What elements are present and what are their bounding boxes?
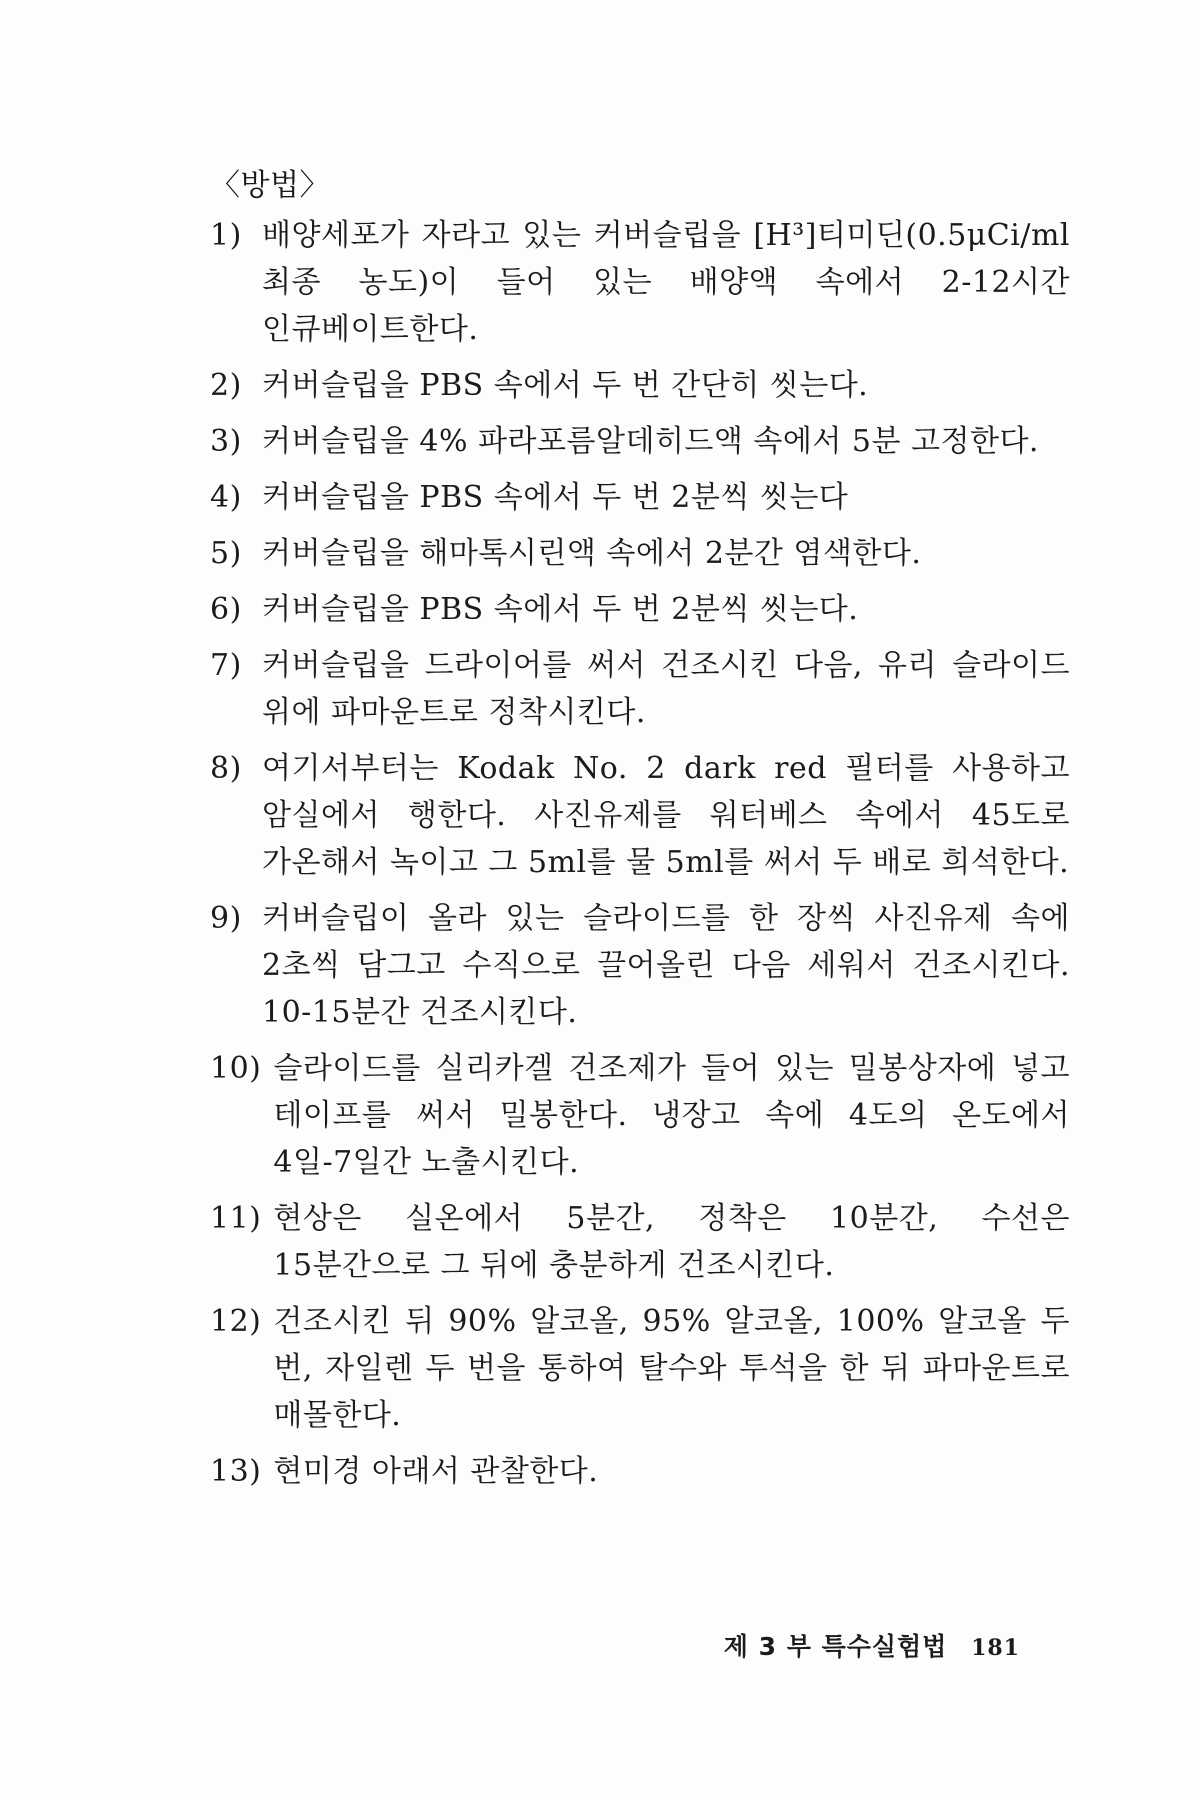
step-number: 3)	[210, 424, 242, 459]
method-step	[210, 362, 1070, 409]
method-step	[210, 895, 1070, 1036]
step-number: 13)	[210, 1454, 262, 1489]
step-text: 커버슬립을 드라이어를 써서 건조시킨 다음, 유리 슬라이드 위에 파마운트로 정착시킨다.	[262, 648, 1070, 730]
step-text: 커버슬립이 올라 있는 슬라이드를 한 장씩 사진유제 속에 2초씩 담그고 수직으로 끌어올린 다음 세워서 건조시킨다. 10-15분간 건조시킨다.	[262, 901, 1070, 1030]
method-step	[210, 586, 1070, 633]
step-text: 커버슬립을 PBS 속에서 두 번 간단히 씻는다.	[262, 368, 869, 403]
step-text: 건조시킨 뒤 90% 알코올, 95% 알코올, 100% 알코올 두 번, 자일렌 두 번을 통하여 탈수와 투석을 한 뒤 파마운트로 매몰한다.	[273, 1304, 1070, 1433]
steps-list	[210, 212, 1070, 1495]
method-step	[210, 212, 1070, 353]
step-number: 8)	[210, 751, 242, 786]
method-step	[210, 474, 1070, 521]
method-step	[210, 642, 1070, 736]
step-number: 7)	[210, 648, 242, 683]
page-footer	[724, 1627, 1020, 1663]
method-section	[210, 162, 1070, 1504]
step-number: 1)	[210, 218, 242, 253]
step-number: 4)	[210, 480, 242, 515]
section-heading: 〈방법〉	[210, 168, 330, 203]
footer-part-label: 제 3 부	[723, 1632, 812, 1661]
method-step	[210, 745, 1070, 886]
step-text: 슬라이드를 실리카겔 건조제가 들어 있는 밀봉상자에 넣고 테이프를 써서 밀봉한다. 냉장고 속에 4도의 온도에서 4일-7일간 노출시킨다.	[273, 1051, 1070, 1180]
step-text: 커버슬립을 해마톡시린액 속에서 2분간 염색한다.	[262, 536, 922, 571]
method-step	[210, 1045, 1070, 1186]
method-step	[210, 418, 1070, 465]
footer-chapter-title: 특수실험법	[821, 1632, 948, 1661]
method-step	[210, 1195, 1070, 1289]
step-text: 여기서부터는 Kodak No. 2 dark red 필터를 사용하고 암실에서 행한다. 사진유제를 워터베스 속에서 45도로 가온해서 녹이고 그 5ml를 물 5ml를 써서 두 배로 희석한다.	[262, 751, 1070, 880]
method-step	[210, 530, 1070, 577]
step-number: 11)	[210, 1201, 262, 1236]
step-text: 커버슬립을 PBS 속에서 두 번 2분씩 씻는다	[262, 480, 849, 515]
method-step	[210, 1298, 1070, 1439]
step-number: 2)	[210, 368, 242, 403]
step-text: 커버슬립을 4% 파라포름알데히드액 속에서 5분 고정한다.	[262, 424, 1039, 459]
step-text: 현상은 실온에서 5분간, 정착은 10분간, 수선은 15분간으로 그 뒤에 충분하게 건조시킨다.	[273, 1201, 1070, 1283]
step-number: 12)	[210, 1304, 262, 1339]
method-step	[210, 1448, 1070, 1495]
step-number: 10)	[210, 1051, 262, 1086]
step-number: 9)	[210, 901, 242, 936]
step-text: 현미경 아래서 관찰한다.	[273, 1454, 599, 1489]
page-number: 181	[971, 1635, 1020, 1661]
step-text: 배양세포가 자라고 있는 커버슬립을 [H³]티미딘(0.5μCi/ml 최종 농도)이 들어 있는 배양액 속에서 2-12시간 인큐베이트한다.	[262, 218, 1070, 347]
step-text: 커버슬립을 PBS 속에서 두 번 2분씩 씻는다.	[262, 592, 859, 627]
step-number: 5)	[210, 536, 242, 571]
step-number: 6)	[210, 592, 242, 627]
